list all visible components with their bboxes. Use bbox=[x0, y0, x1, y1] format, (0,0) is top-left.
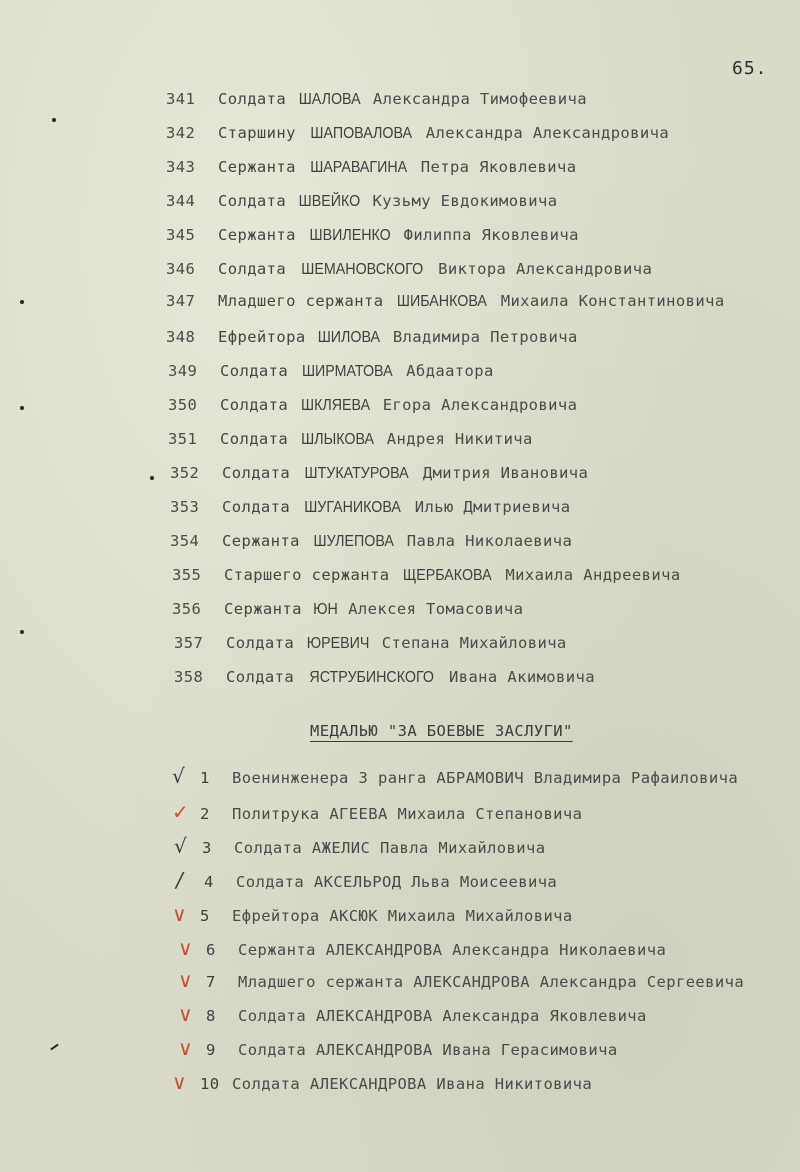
entry-surname: ШВЕЙКО bbox=[298, 193, 361, 210]
entry-surname: ШЛЫКОВА bbox=[301, 431, 374, 448]
entry-given-name: Михаила Андреевича bbox=[505, 566, 681, 584]
check-mark-icon: ∨ bbox=[178, 1002, 194, 1026]
entry-given-name: Ивана Никитовича bbox=[436, 1075, 593, 1093]
entry-rank: Солдата bbox=[218, 260, 287, 278]
entry-surname: ЩЕРБАКОВА bbox=[403, 567, 492, 584]
entry-rank: Старшину bbox=[218, 124, 296, 142]
entry-surname: ШУЛЕПОВА bbox=[313, 533, 394, 550]
entry-number: 5 bbox=[200, 907, 210, 925]
entry-number: 355 bbox=[172, 566, 202, 584]
entry-given-name: Степана Михайловича bbox=[381, 634, 567, 652]
entry-number: 357 bbox=[174, 634, 204, 652]
entry-surname: ШВИЛЕНКО bbox=[309, 227, 391, 244]
section-title: МЕДАЛЬЮ "ЗА БОЕВЫЕ ЗАСЛУГИ" bbox=[310, 722, 573, 740]
entry-surname: АЛЕКСАНДРОВА bbox=[315, 1007, 433, 1025]
entry-surname: ШКЛЯЕВА bbox=[300, 397, 370, 414]
entry-given-name: Павла Михайловича bbox=[380, 839, 546, 857]
entry-surname: ШИЛОВА bbox=[318, 329, 381, 346]
entry-surname: АГЕЕВА bbox=[329, 805, 388, 823]
entry-number: 347 bbox=[166, 292, 196, 310]
entry-rank: Политрука bbox=[232, 805, 320, 823]
entry-number: 1 bbox=[200, 769, 210, 787]
medal-list-item bbox=[172, 764, 738, 788]
list-item bbox=[168, 396, 577, 420]
entry-number: 353 bbox=[170, 498, 200, 516]
list-item bbox=[166, 292, 725, 316]
entry-rank: Сержанта bbox=[218, 158, 296, 176]
entry-rank: Ефрейтора bbox=[232, 907, 320, 925]
entry-rank: Солдата bbox=[238, 1041, 307, 1059]
entry-surname: ШИБАНКОВА bbox=[397, 293, 488, 310]
margin-mark bbox=[20, 300, 24, 304]
margin-mark bbox=[50, 1044, 59, 1051]
entry-number: 358 bbox=[174, 668, 204, 686]
entry-surname: ШАРАВАГИНА bbox=[309, 159, 407, 176]
entry-number: 3 bbox=[202, 839, 212, 857]
entry-rank: Военинженера 3 ранга bbox=[232, 769, 427, 787]
entry-given-name: Филиппа Яковлевича bbox=[403, 226, 579, 244]
entry-rank: Ефрейтора bbox=[218, 328, 306, 346]
medal-list-item bbox=[178, 1036, 618, 1060]
medal-list-item bbox=[172, 800, 582, 824]
entry-given-name: Дмитрия Ивановича bbox=[422, 464, 589, 482]
list-item bbox=[170, 532, 572, 556]
entry-given-name: Ивана Акимовича bbox=[448, 668, 595, 686]
entry-number: 344 bbox=[166, 192, 196, 210]
entry-surname: ЯСТРУБИНСКОГО bbox=[309, 669, 434, 686]
entry-rank: Старшего сержанта bbox=[224, 566, 390, 584]
entry-rank: Солдата bbox=[220, 430, 289, 448]
entry-number: 350 bbox=[168, 396, 198, 414]
entry-rank: Солдата bbox=[234, 839, 303, 857]
entry-given-name: Льва Моисеевича bbox=[411, 873, 558, 891]
entry-rank: Солдата bbox=[218, 192, 287, 210]
check-mark-icon: ∨ bbox=[172, 1070, 188, 1094]
entry-number: 341 bbox=[166, 90, 196, 108]
check-mark-icon: √ bbox=[174, 834, 188, 858]
entry-rank: Сержанта bbox=[218, 226, 296, 244]
entry-rank: Солдата bbox=[232, 1075, 301, 1093]
entry-given-name: Абдаатора bbox=[406, 362, 494, 380]
margin-mark bbox=[52, 118, 56, 122]
list-item bbox=[168, 362, 494, 386]
check-mark-icon: ∨ bbox=[172, 902, 188, 926]
list-item bbox=[170, 498, 570, 522]
entry-number: 345 bbox=[166, 226, 196, 244]
entry-given-name: Илью Дмитриевича bbox=[414, 498, 571, 516]
list-item bbox=[166, 124, 669, 148]
entry-given-name: Ивана Герасимовича bbox=[442, 1041, 618, 1059]
list-item bbox=[174, 668, 595, 692]
entry-number: 2 bbox=[200, 805, 210, 823]
entry-number: 354 bbox=[170, 532, 200, 550]
entry-rank: Младшего сержанта bbox=[238, 973, 404, 991]
margin-mark bbox=[150, 476, 154, 480]
medal-list-item bbox=[178, 1002, 647, 1026]
check-mark-icon: ∨ bbox=[178, 968, 194, 992]
entry-rank: Солдата bbox=[238, 1007, 307, 1025]
entry-surname: АЖЕЛИС bbox=[311, 839, 371, 857]
check-mark-icon: √ bbox=[172, 764, 186, 788]
entry-surname: АЛЕКСАНДРОВА bbox=[315, 1041, 433, 1059]
entry-given-name: Михаила Михайловича bbox=[387, 907, 573, 925]
entry-rank: Сержанта bbox=[222, 532, 300, 550]
entry-rank: Солдата bbox=[218, 90, 287, 108]
list-item bbox=[166, 226, 579, 250]
medal-list-item bbox=[176, 868, 557, 892]
entry-number: 8 bbox=[206, 1007, 216, 1025]
entry-rank: Сержанта bbox=[224, 600, 302, 618]
entry-number: 9 bbox=[206, 1041, 216, 1059]
entry-number: 4 bbox=[204, 873, 214, 891]
page-number: 65. bbox=[732, 58, 768, 79]
entry-given-name: Андрея Никитича bbox=[386, 430, 533, 448]
list-item bbox=[166, 192, 557, 216]
entry-rank: Солдата bbox=[220, 396, 289, 414]
entry-given-name: Владимира Петровича bbox=[392, 328, 578, 346]
list-item bbox=[166, 90, 587, 114]
entry-rank: Солдата bbox=[236, 873, 305, 891]
entry-given-name: Павла Николаевича bbox=[406, 532, 573, 550]
margin-mark bbox=[20, 630, 24, 634]
entry-surname: АЛЕКСАНДРОВА bbox=[309, 1075, 427, 1093]
medal-list-item bbox=[174, 834, 545, 858]
list-item bbox=[166, 328, 578, 352]
entry-rank: Солдата bbox=[226, 634, 295, 652]
medal-list-item bbox=[172, 902, 573, 926]
entry-given-name: Александра Николаевича bbox=[452, 941, 667, 959]
entry-surname: ШЕМАНОВСКОГО bbox=[301, 261, 424, 278]
entry-number: 348 bbox=[166, 328, 196, 346]
entry-given-name: Владимира Рафаиловича bbox=[533, 769, 739, 787]
medal-list-item bbox=[178, 936, 666, 960]
list-item bbox=[172, 566, 681, 590]
entry-surname: АКСЮК bbox=[329, 907, 378, 925]
list-item bbox=[168, 430, 533, 454]
check-mark-icon: ∨ bbox=[178, 936, 194, 960]
entry-surname: АБРАМОВИЧ bbox=[436, 769, 524, 787]
entry-number: 352 bbox=[170, 464, 200, 482]
list-item bbox=[166, 260, 652, 284]
entry-number: 6 bbox=[206, 941, 216, 959]
entry-surname: ШАЛОВА bbox=[298, 91, 361, 108]
margin-mark bbox=[20, 406, 24, 410]
entry-number: 342 bbox=[166, 124, 196, 142]
entry-surname: ШАПОВАЛОВА bbox=[310, 125, 412, 142]
entry-given-name: Александра Тимофеевича bbox=[372, 90, 587, 108]
entry-surname: АЛЕКСАНДРОВА bbox=[413, 973, 530, 991]
entry-surname: ШИРМАТОВА bbox=[301, 363, 393, 380]
entry-given-name: Егора Александровича bbox=[382, 396, 578, 414]
entry-number: 7 bbox=[206, 973, 216, 991]
list-item bbox=[170, 464, 588, 488]
entry-given-name: Кузьму Евдокимовича bbox=[372, 192, 558, 210]
entry-number: 346 bbox=[166, 260, 196, 278]
entry-given-name: Алексея Томасовича bbox=[348, 600, 524, 618]
entry-given-name: Александра Яковлевича bbox=[442, 1007, 647, 1025]
entry-number: 356 bbox=[172, 600, 202, 618]
entry-surname: ШУГАНИКОВА bbox=[304, 499, 401, 516]
entry-rank: Солдата bbox=[222, 464, 291, 482]
entry-number: 343 bbox=[166, 158, 196, 176]
entry-rank: Сержанта bbox=[238, 941, 316, 959]
entry-given-name: Александра Александровича bbox=[425, 124, 670, 142]
entry-surname: АЛЕКСАНДРОВА bbox=[325, 941, 443, 959]
check-mark-icon: ∨ bbox=[178, 1036, 194, 1060]
list-item bbox=[166, 158, 576, 182]
check-mark-icon: ✓ bbox=[172, 800, 190, 824]
entry-rank: Солдата bbox=[220, 362, 289, 380]
entry-rank: Солдата bbox=[222, 498, 291, 516]
entry-number: 351 bbox=[168, 430, 198, 448]
entry-given-name: Михаила Константиновича bbox=[500, 292, 725, 310]
list-item bbox=[174, 634, 567, 658]
entry-given-name: Михаила Степановича bbox=[397, 805, 583, 823]
entry-number: 349 bbox=[168, 362, 198, 380]
entry-surname: ЮРЕВИЧ bbox=[306, 635, 370, 652]
entry-surname: ЮН bbox=[312, 601, 338, 618]
entry-given-name: Виктора Александровича bbox=[438, 260, 653, 278]
list-item bbox=[172, 600, 523, 624]
entry-rank: Младшего сержанта bbox=[218, 292, 384, 310]
check-mark-icon: / bbox=[176, 868, 184, 892]
medal-list-item bbox=[178, 968, 744, 992]
entry-number: 10 bbox=[200, 1075, 220, 1093]
entry-given-name: Александра Сергеевича bbox=[539, 973, 745, 991]
entry-given-name: Петра Яковлевича bbox=[420, 158, 577, 176]
entry-rank: Солдата bbox=[226, 668, 295, 686]
medal-list-item bbox=[172, 1070, 592, 1094]
entry-surname: АКСЕЛЬРОД bbox=[313, 873, 402, 891]
entry-surname: ШТУКАТУРОВА bbox=[304, 465, 409, 482]
